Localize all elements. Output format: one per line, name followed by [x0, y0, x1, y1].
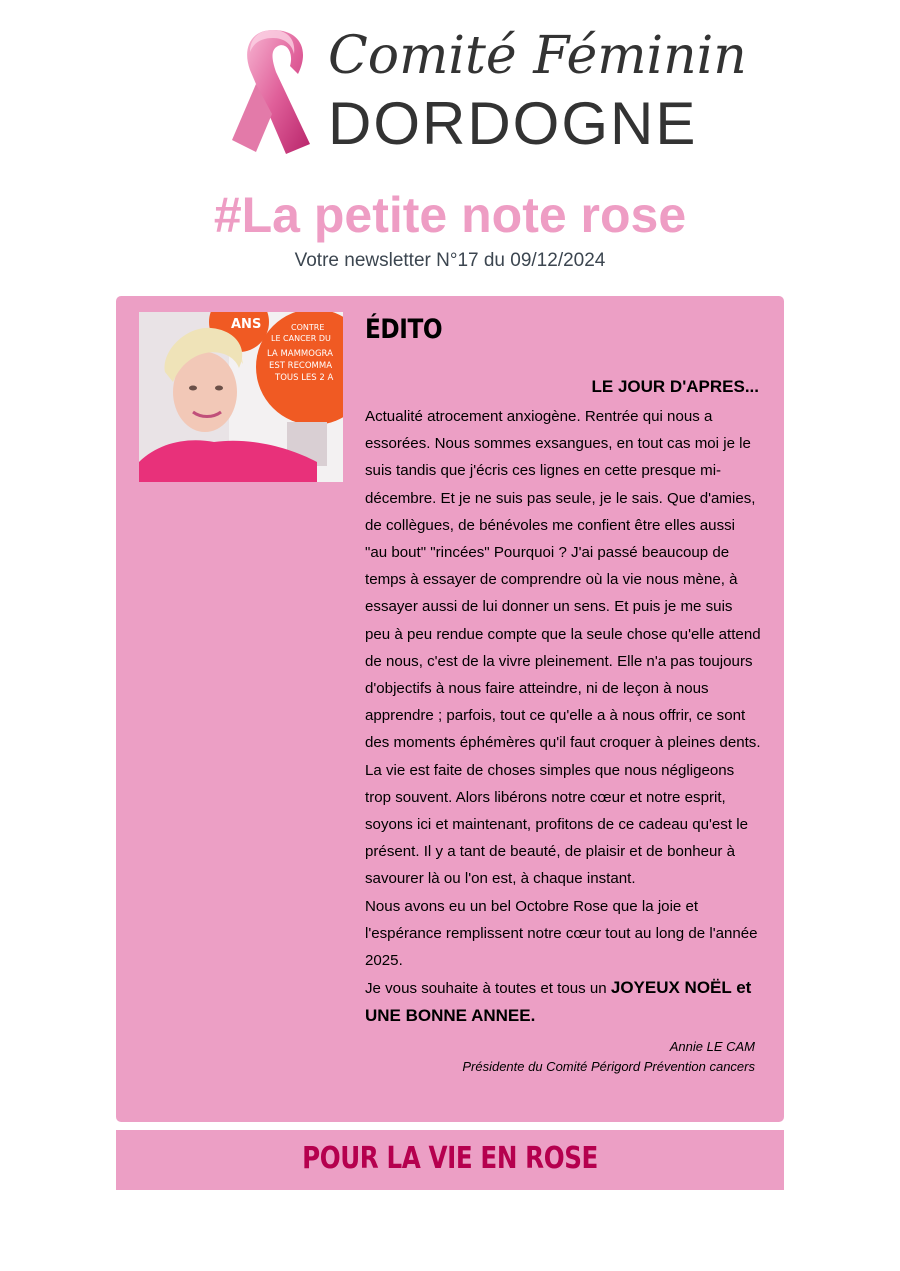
- signature-role: Présidente du Comité Périgord Prévention cancers: [462, 1058, 755, 1074]
- edito-paragraph: Actualité atrocement anxiogène. Rentrée qui nous a essorées. Nous sommes exsangues, en tout cas moi je le suis tandis que j'écris ces lignes en cette presque mi-décembre. Et je ne suis pas seule, je le sais. Que d'amies, de collègues, de bénévoles me confient être elles aussi "au bout" "rincées" Pourquoi ? J'ai passé beaucoup de temps à essayer de comprendre où la vie nous mène, à essayer aussi de lui donner un sens. Et puis je me suis peu à peu rendue compte que la seule chose qu'elle attend de nous, c'est de la vivre pleinement. Elle n'a pas toujours d'objectifs à nous faire atteindre, ni de leçon à nous apprendre ; parfois, tout ce qu'elle a à nous offrir, ce sont des moments éphémères qu'il faut croquer à pleines dents. La vie est faite de choses simples que nous négligeons trop souvent. Alors libérons notre cœur et notre esprit, soyons ici et maintenant, profitons de ce cadeau qu'est le présent. Il y a tant de beauté, de plaisir et de bonheur à savourer là ou l'on est, à chaque instant.: [365, 408, 761, 888]
- portrait-image: [139, 312, 343, 482]
- signature: [365, 1037, 761, 1077]
- article-title: LE JOUR D'APRES...: [591, 377, 759, 396]
- poster-line: LE CANCER DU: [271, 334, 331, 343]
- footer-banner: [116, 1130, 784, 1190]
- wishes-highlight: JOYEUX NOËL et UNE BONNE ANNEE.: [365, 978, 752, 1026]
- newsletter-subtitle: Votre newsletter N°17 du 09/12/2024: [294, 250, 606, 271]
- portrait-photo: [139, 312, 343, 482]
- poster-line: TOUS LES 2 A: [275, 373, 334, 383]
- pink-ribbon-icon: [226, 22, 321, 162]
- logo: [226, 22, 747, 162]
- edito-panel: [116, 296, 784, 1122]
- page-title: #La petite note rose: [213, 187, 687, 243]
- wishes-prefix: Je vous souhaite à toutes et tous un: [365, 980, 611, 998]
- edito-body: [365, 314, 761, 1077]
- footer-banner-text: POUR LA VIE EN ROSE: [302, 1141, 598, 1176]
- poster-line: EST RECOMMA: [269, 361, 333, 371]
- poster-line: LA MAMMOGRA: [267, 349, 333, 359]
- edito-paragraph: Nous avons eu un bel Octobre Rose que la joie et l'espérance remplissent notre cœur tout au long de l'année 2025.: [365, 897, 758, 970]
- signature-name: Annie LE CAM: [669, 1038, 755, 1054]
- poster-line: CONTRE: [291, 323, 325, 332]
- poster-line: ANS: [231, 317, 262, 332]
- wishes-text: [365, 974, 761, 1030]
- logo-line-2: DORDOGNE: [328, 90, 698, 157]
- edito-heading: ÉDITO: [365, 314, 443, 345]
- logo-line-1: Comité Féminin: [328, 26, 747, 86]
